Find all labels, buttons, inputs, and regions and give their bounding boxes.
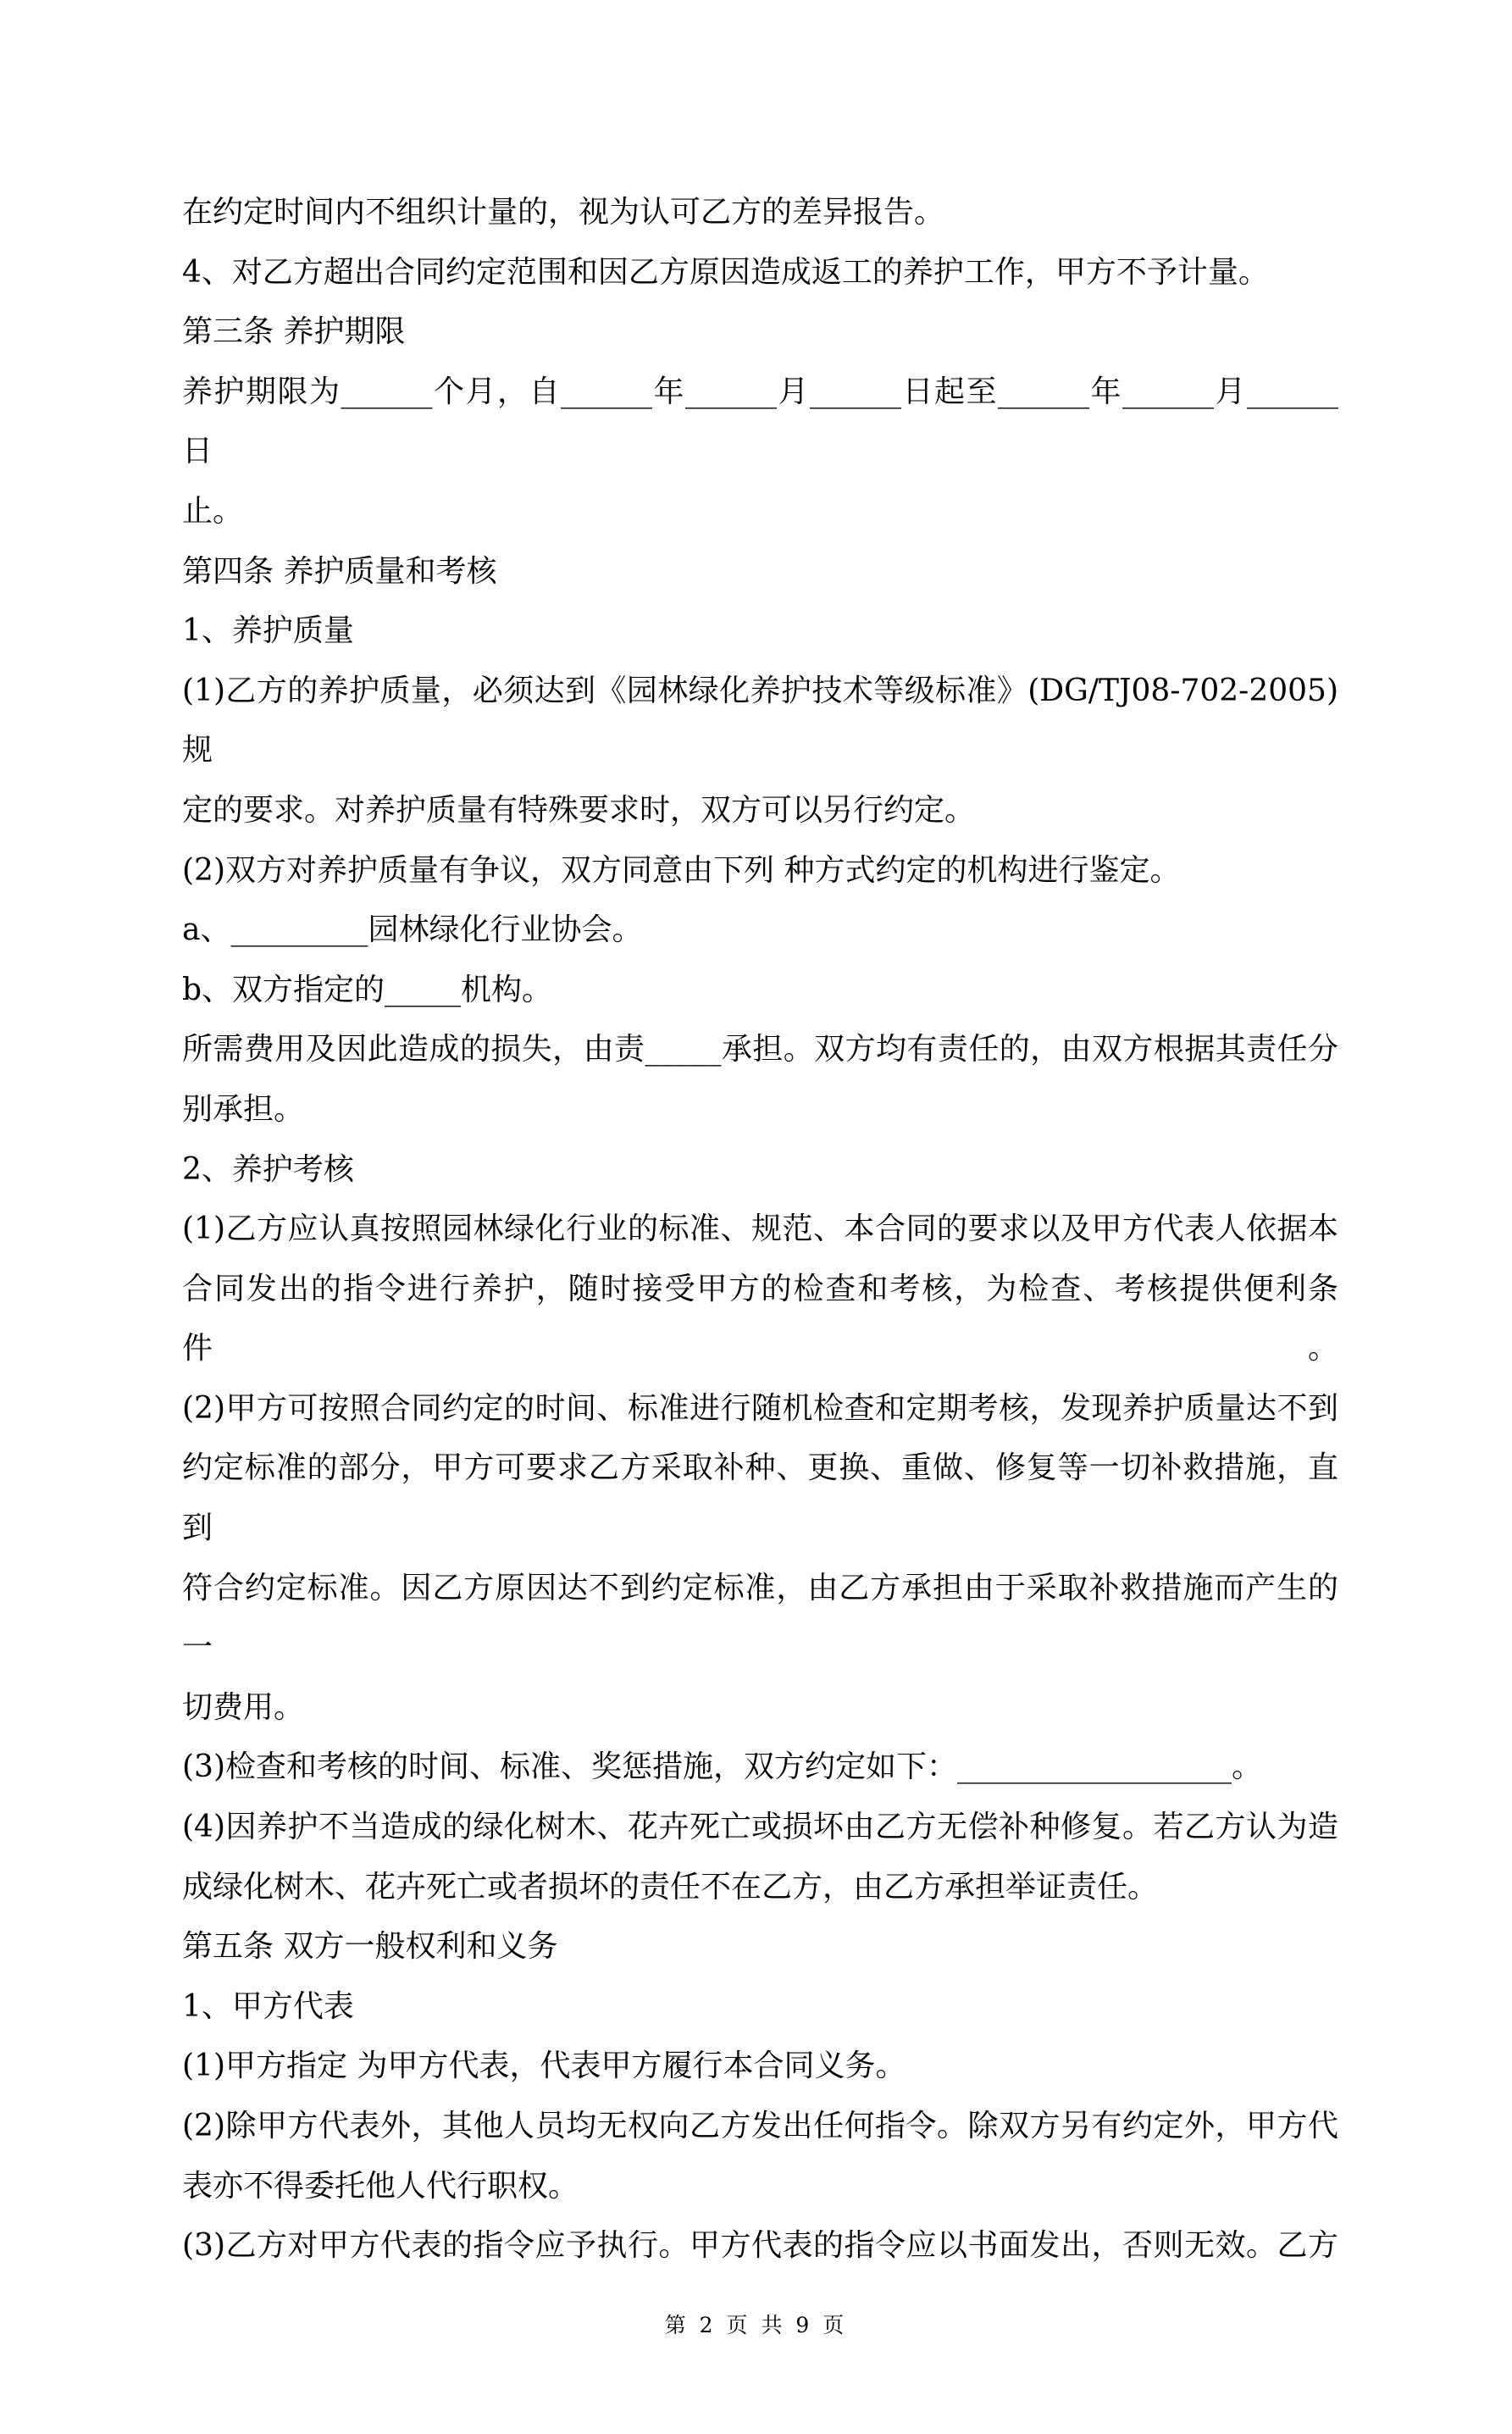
page-number-footer: 第 2 页 共 9 页 [664,2312,848,2337]
text-line: (2)双方对养护质量有争议，双方同意由下列 种方式约定的机构进行鉴定。 [182,852,1181,888]
text-line: (2)除甲方代表外，其他人员均无权向乙方发出任何指令。除双方另有约定外，甲方代 [182,2109,1338,2143]
text-line: 符合约定标准。因乙方原因达不到约定标准，由乙方承担由于采取补救措施而产生的一 [182,1570,1338,1666]
text-line: 合同发出的指令进行养护，随时接受甲方的检查和考核，为检查、考核提供便利条件。 [182,1271,1338,1367]
text-line: 别承担。 [182,1091,305,1127]
text-line: 养护期限为______个月，自______年______月______日起至______年______月______日 [182,374,1338,469]
contract-body-text [182,183,1338,2276]
text-line: 止。 [182,493,244,529]
text-line: 在约定时间内不组织计量的，视为认可乙方的差异报告。 [182,195,945,230]
text-line: (1)乙方的养护质量，必须达到《园林绿化养护技术等级标准》(DG/TJ08-702-2005)规 [182,673,1338,768]
text-line: 约定标准的部分，甲方可要求乙方采取补种、更换、重做、修复等一切补救措施，直到 [182,1450,1338,1546]
text-line: (3)乙方对甲方代表的指令应予执行。甲方代表的指令应以书面发出，否则无效。乙方 [182,2228,1338,2264]
text-line: 2、养护考核 [182,1151,354,1187]
text-line: (3)检查和考核的时间、标准、奖惩措施，双方约定如下：__________________。 [182,1749,1262,1785]
text-line: 成绿化树木、花卉死亡或者损坏的责任不在乙方，由乙方承担举证责任。 [182,1869,1159,1905]
text-line: 定的要求。对养护质量有特殊要求时，双方可以另行约定。 [182,792,976,828]
text-line: 1、养护质量 [182,613,354,649]
text-line: (1)甲方指定 为甲方代表，代表甲方履行本合同义务。 [182,2049,906,2084]
text-line: (1)乙方应认真按照园林绿化行业的标准、规范、本合同的要求以及甲方代表人依据本 [182,1211,1338,1247]
text-line: 1、甲方代表 [182,1988,354,2024]
text-line: b、双方指定的_____机构。 [182,972,553,1007]
text-line: (4)因养护不当造成的绿化树木、花卉死亡或损坏由乙方无偿补种修复。若乙方认为造 [182,1810,1338,1845]
text-line: a、_________园林绿化行业协会。 [182,912,643,948]
text-line: 第四条 养护质量和考核 [182,553,497,589]
text-line: 所需费用及因此造成的损失，由责_____承担。双方均有责任的，由双方根据其责任分 [182,1032,1338,1067]
text-line: 表亦不得委托他人代行职权。 [182,2168,579,2204]
text-line: (2)甲方可按照合同约定的时间、标准进行随机检查和定期考核，发现养护质量达不到 [182,1390,1338,1426]
text-line: 第五条 双方一般权利和义务 [182,1929,558,1965]
text-line: 4、对乙方超出合同约定范围和因乙方原因造成返工的养护工作，甲方不予计量。 [182,254,1269,290]
text-line: 切费用。 [182,1689,305,1725]
text-line: 第三条 养护期限 [182,314,406,350]
